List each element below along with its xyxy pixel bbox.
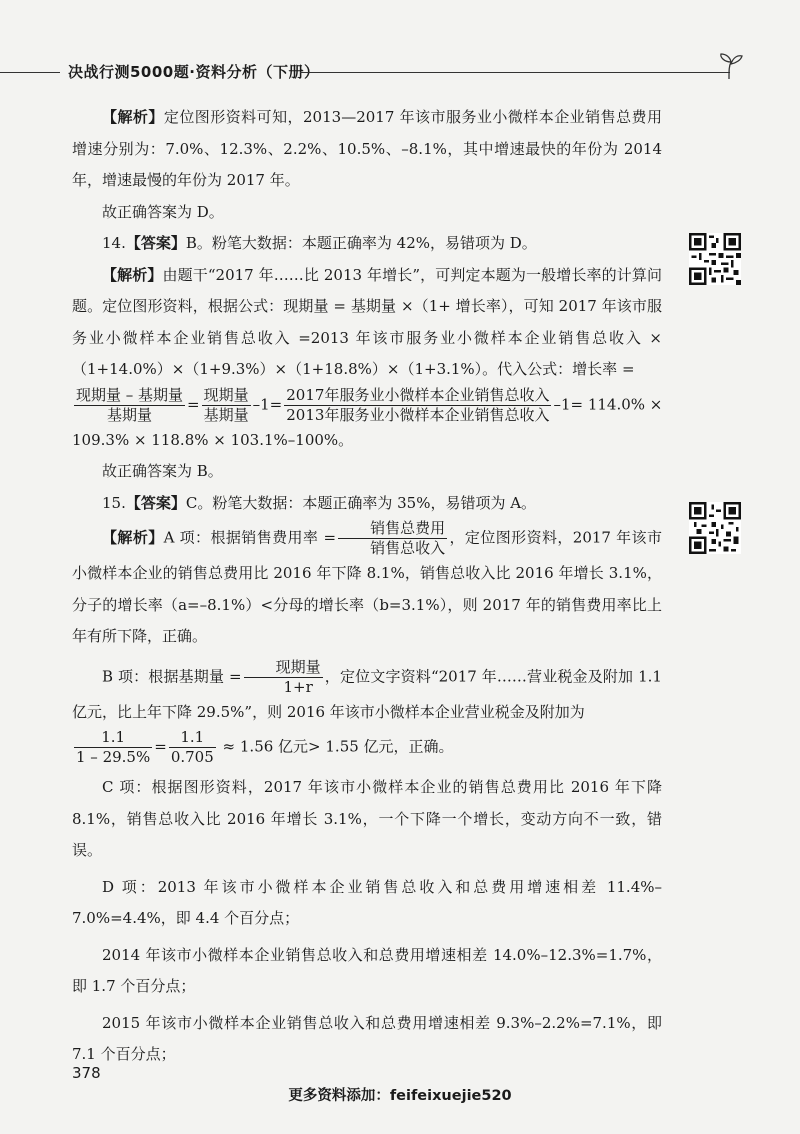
header-rule-right (300, 72, 730, 73)
paragraph: 109.3% × 118.8% × 103.1%–100%。 (72, 430, 354, 449)
growth-rate-formula: $\frac{\text{现期量 – 基期量}}{\text{基期量}}$ = $\frac{\text{现期量}}{\text{基期量}}$ –1= $\frac{\text{2017年服务业小微样本企业销售总收入}}{\text{2013年服务业小微样本企业销售总收入}}$ –1= 114.0% × (76, 385, 663, 424)
header-rule-left (0, 72, 60, 73)
base-quantity-fraction: $\frac{\text{现期量}}{1+r}$ (244, 658, 323, 697)
paragraph: 2014 年该市小微样本企业销售总收入和总费用增速相差 14.0%–12.3%=1.7%，即 1.7 个百分点； (72, 945, 662, 995)
qr-code-icon[interactable] (689, 233, 741, 285)
running-header (0, 52, 800, 92)
paragraph: 【解析】由题干“2017 年……比 2013 年增长”，可判定本题为一般增长率的计算问题。定位图形资料，根据公式：现期量 = 基期量 ×（1+ 增长率），可知 2017 年该市服务业小微样本企业销售总收入 =2013 年该市服务业小微样本企业销售总收入 ×（1+14.0%）×（1+9.3%）×（1+18.8%）×（1+3.1%）。代入公式：增长率 = (72, 265, 662, 378)
answer-explanation (72, 102, 662, 1071)
option-d-analysis: D 项：2013 年该市小微样本企业销售总收入和总费用增速相差 11.4%–7.0%=4.4%，即 4.4 个百分点； (72, 877, 662, 927)
sprout-icon (716, 52, 746, 82)
tax-calculation: $\frac{1.1}{1 - 29.5\%}$ = $\frac{1.1}{0.705}$ ≈ 1.56 亿元> 1.55 亿元，正确。 (76, 728, 454, 766)
question-15-answer: 15.【答案】C。粉笔大数据：本题正确率为 35%，易错项为 A。 (102, 493, 537, 512)
paragraph: 2015 年该市小微样本企业销售总收入和总费用增速相差 9.3%–2.2%=7.1%，即 7.1 个百分点； (72, 1013, 662, 1063)
paragraph: 【解析】定位图形资料可知，2013—2017 年该市服务业小微样本企业销售总费用增速分别为：7.0%、12.3%、2.2%、10.5%、–8.1%，其中增速最快的年份为 2014 年，增速最慢的年份为 2017 年。 (72, 108, 662, 189)
cost-rate-fraction: $\frac{\text{销售总费用}}{\text{销售总收入}}$ (338, 519, 447, 558)
question-14-answer: 14.【答案】B。粉笔大数据：本题正确率为 42%，易错项为 D。 (102, 234, 537, 252)
paragraph: 故正确答案为 D。 (102, 202, 224, 221)
footer-contact: 更多资料添加：feifeixuejie520 (288, 1088, 512, 1104)
option-a-analysis: 【解析】A 项：根据销售费用率 = $\frac{\text{销售总费用}}{\text{销售总收入}}$ ，定位图形资料，2017 年该市小微样本企业的销售总费用比 2016 年下降 8.1%，销售总收入比 2016 年增长 3.1%，分子的增长率（a=–8.1%）<分母的增长率（b=3.1%），则 2017 年的销售费用率比上年有所下降，正确。 (72, 519, 662, 645)
book-title: 决战行测5000题·资料分析（下册） (68, 63, 320, 81)
option-c-analysis: C 项：根据图形资料，2017 年该市小微样本企业的销售总费用比 2016 年下降 8.1%，销售总收入比 2016 年增长 3.1%，一个下降一个增长，变动方向不一致，错误。 (72, 778, 662, 859)
qr-code-icon[interactable] (689, 502, 741, 554)
paragraph: 故正确答案为 B。 (102, 462, 223, 480)
page-number: 378 (72, 1064, 101, 1082)
option-b-analysis: B 项：根据基期量 = $\frac{\text{现期量}}{1+r}$ ，定位文字资料“2017 年……营业税金及附加 1.1 亿元，比上年下降 29.5%”，则 2016 年该市小微样本企业营业税金及附加为 (72, 657, 662, 721)
